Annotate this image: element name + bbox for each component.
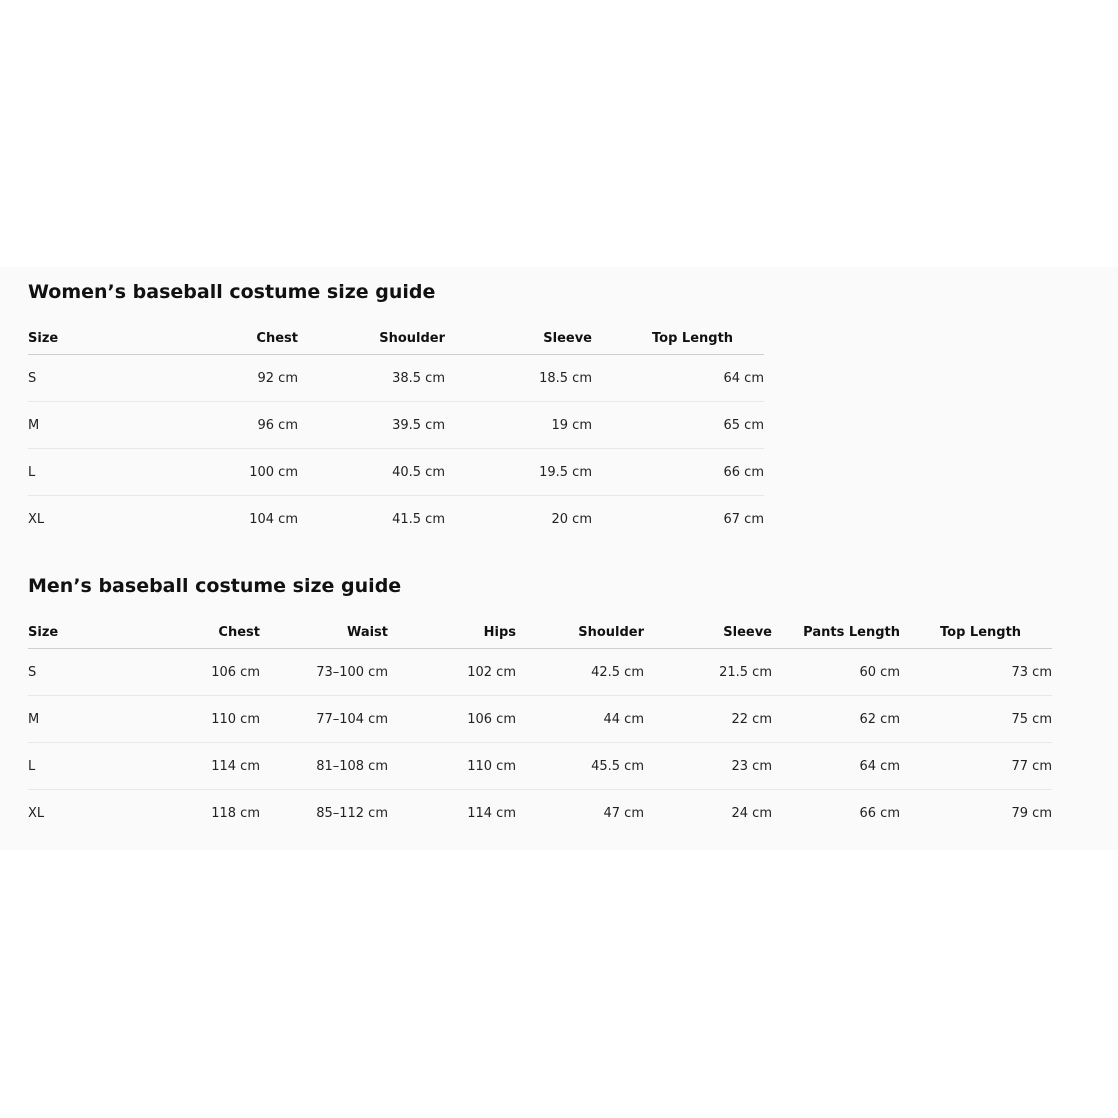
table-row xyxy=(28,355,764,402)
size-cell: M xyxy=(28,402,88,449)
chest-cell: 104 cm xyxy=(249,511,298,527)
table-row xyxy=(28,402,764,449)
sleeve-cell: 22 cm xyxy=(644,696,772,743)
table-row xyxy=(28,696,1052,743)
chest-cell: 114 cm xyxy=(88,743,260,790)
top-length-cell: 77 cm xyxy=(900,743,1052,790)
pants-length-cell: 60 cm xyxy=(772,649,900,696)
column-header-top-length: Top Length xyxy=(592,322,764,355)
top-length-cell: 65 cm xyxy=(592,402,764,449)
women-size-table xyxy=(28,322,764,542)
shoulder-cell: 45.5 cm xyxy=(516,743,644,790)
pants-length-cell: 62 cm xyxy=(772,696,900,743)
sleeve-cell: 20 cm xyxy=(551,511,592,527)
column-header-sleeve: Sleeve xyxy=(445,322,592,355)
top-length-cell: 79 cm xyxy=(1011,805,1052,821)
men-size-table xyxy=(28,616,1052,836)
table-row xyxy=(28,449,764,496)
size-cell: M xyxy=(28,696,88,743)
shoulder-cell: 39.5 cm xyxy=(298,402,445,449)
women-size-guide-title: Women’s baseball costume size guide xyxy=(28,281,436,303)
column-header-pants-length: Pants Length xyxy=(772,616,900,649)
sleeve-cell: 19 cm xyxy=(445,402,592,449)
column-header-shoulder: Shoulder xyxy=(298,322,445,355)
table-header-row xyxy=(28,322,764,355)
shoulder-cell: 38.5 cm xyxy=(298,355,445,402)
waist-cell: 81–108 cm xyxy=(260,743,388,790)
chest-cell: 92 cm xyxy=(88,355,298,402)
column-header-size: Size xyxy=(28,616,88,649)
shoulder-cell: 44 cm xyxy=(516,696,644,743)
top-length-cell: 75 cm xyxy=(900,696,1052,743)
chest-cell: 110 cm xyxy=(88,696,260,743)
sleeve-cell: 18.5 cm xyxy=(445,355,592,402)
shoulder-cell: 40.5 cm xyxy=(298,449,445,496)
size-cell: XL xyxy=(28,805,45,821)
table-row xyxy=(28,496,764,543)
hips-cell: 114 cm xyxy=(467,805,516,821)
column-header-chest: Chest xyxy=(88,322,298,355)
column-header-waist: Waist xyxy=(260,616,388,649)
shoulder-cell: 41.5 cm xyxy=(392,511,445,527)
size-cell: L xyxy=(28,449,88,496)
table-row xyxy=(28,790,1052,837)
top-length-cell: 73 cm xyxy=(900,649,1052,696)
sleeve-cell: 21.5 cm xyxy=(644,649,772,696)
sleeve-cell: 23 cm xyxy=(644,743,772,790)
shoulder-cell: 42.5 cm xyxy=(516,649,644,696)
hips-cell: 106 cm xyxy=(388,696,516,743)
chest-cell: 106 cm xyxy=(88,649,260,696)
top-length-cell: 66 cm xyxy=(592,449,764,496)
chest-cell: 100 cm xyxy=(88,449,298,496)
size-cell: S xyxy=(28,649,88,696)
hips-cell: 102 cm xyxy=(388,649,516,696)
waist-cell: 85–112 cm xyxy=(316,805,388,821)
table-row xyxy=(28,649,1052,696)
column-header-chest: Chest xyxy=(88,616,260,649)
pants-length-cell: 66 cm xyxy=(859,805,900,821)
chest-cell: 96 cm xyxy=(88,402,298,449)
pants-length-cell: 64 cm xyxy=(772,743,900,790)
column-header-top-length: Top Length xyxy=(900,616,1052,649)
size-cell: L xyxy=(28,743,88,790)
column-header-size: Size xyxy=(28,322,88,355)
men-size-guide-title: Men’s baseball costume size guide xyxy=(28,575,402,597)
top-length-cell: 64 cm xyxy=(592,355,764,402)
hips-cell: 110 cm xyxy=(388,743,516,790)
table-row xyxy=(28,743,1052,790)
sleeve-cell: 24 cm xyxy=(731,805,772,821)
table-header-row xyxy=(28,616,1052,649)
column-header-shoulder: Shoulder xyxy=(516,616,644,649)
sleeve-cell: 19.5 cm xyxy=(445,449,592,496)
waist-cell: 73–100 cm xyxy=(260,649,388,696)
column-header-hips: Hips xyxy=(388,616,516,649)
shoulder-cell: 47 cm xyxy=(603,805,644,821)
size-cell: XL xyxy=(28,511,45,527)
column-header-sleeve: Sleeve xyxy=(644,616,772,649)
waist-cell: 77–104 cm xyxy=(260,696,388,743)
chest-cell: 118 cm xyxy=(211,805,260,821)
size-cell: S xyxy=(28,355,88,402)
top-length-cell: 67 cm xyxy=(723,511,764,527)
